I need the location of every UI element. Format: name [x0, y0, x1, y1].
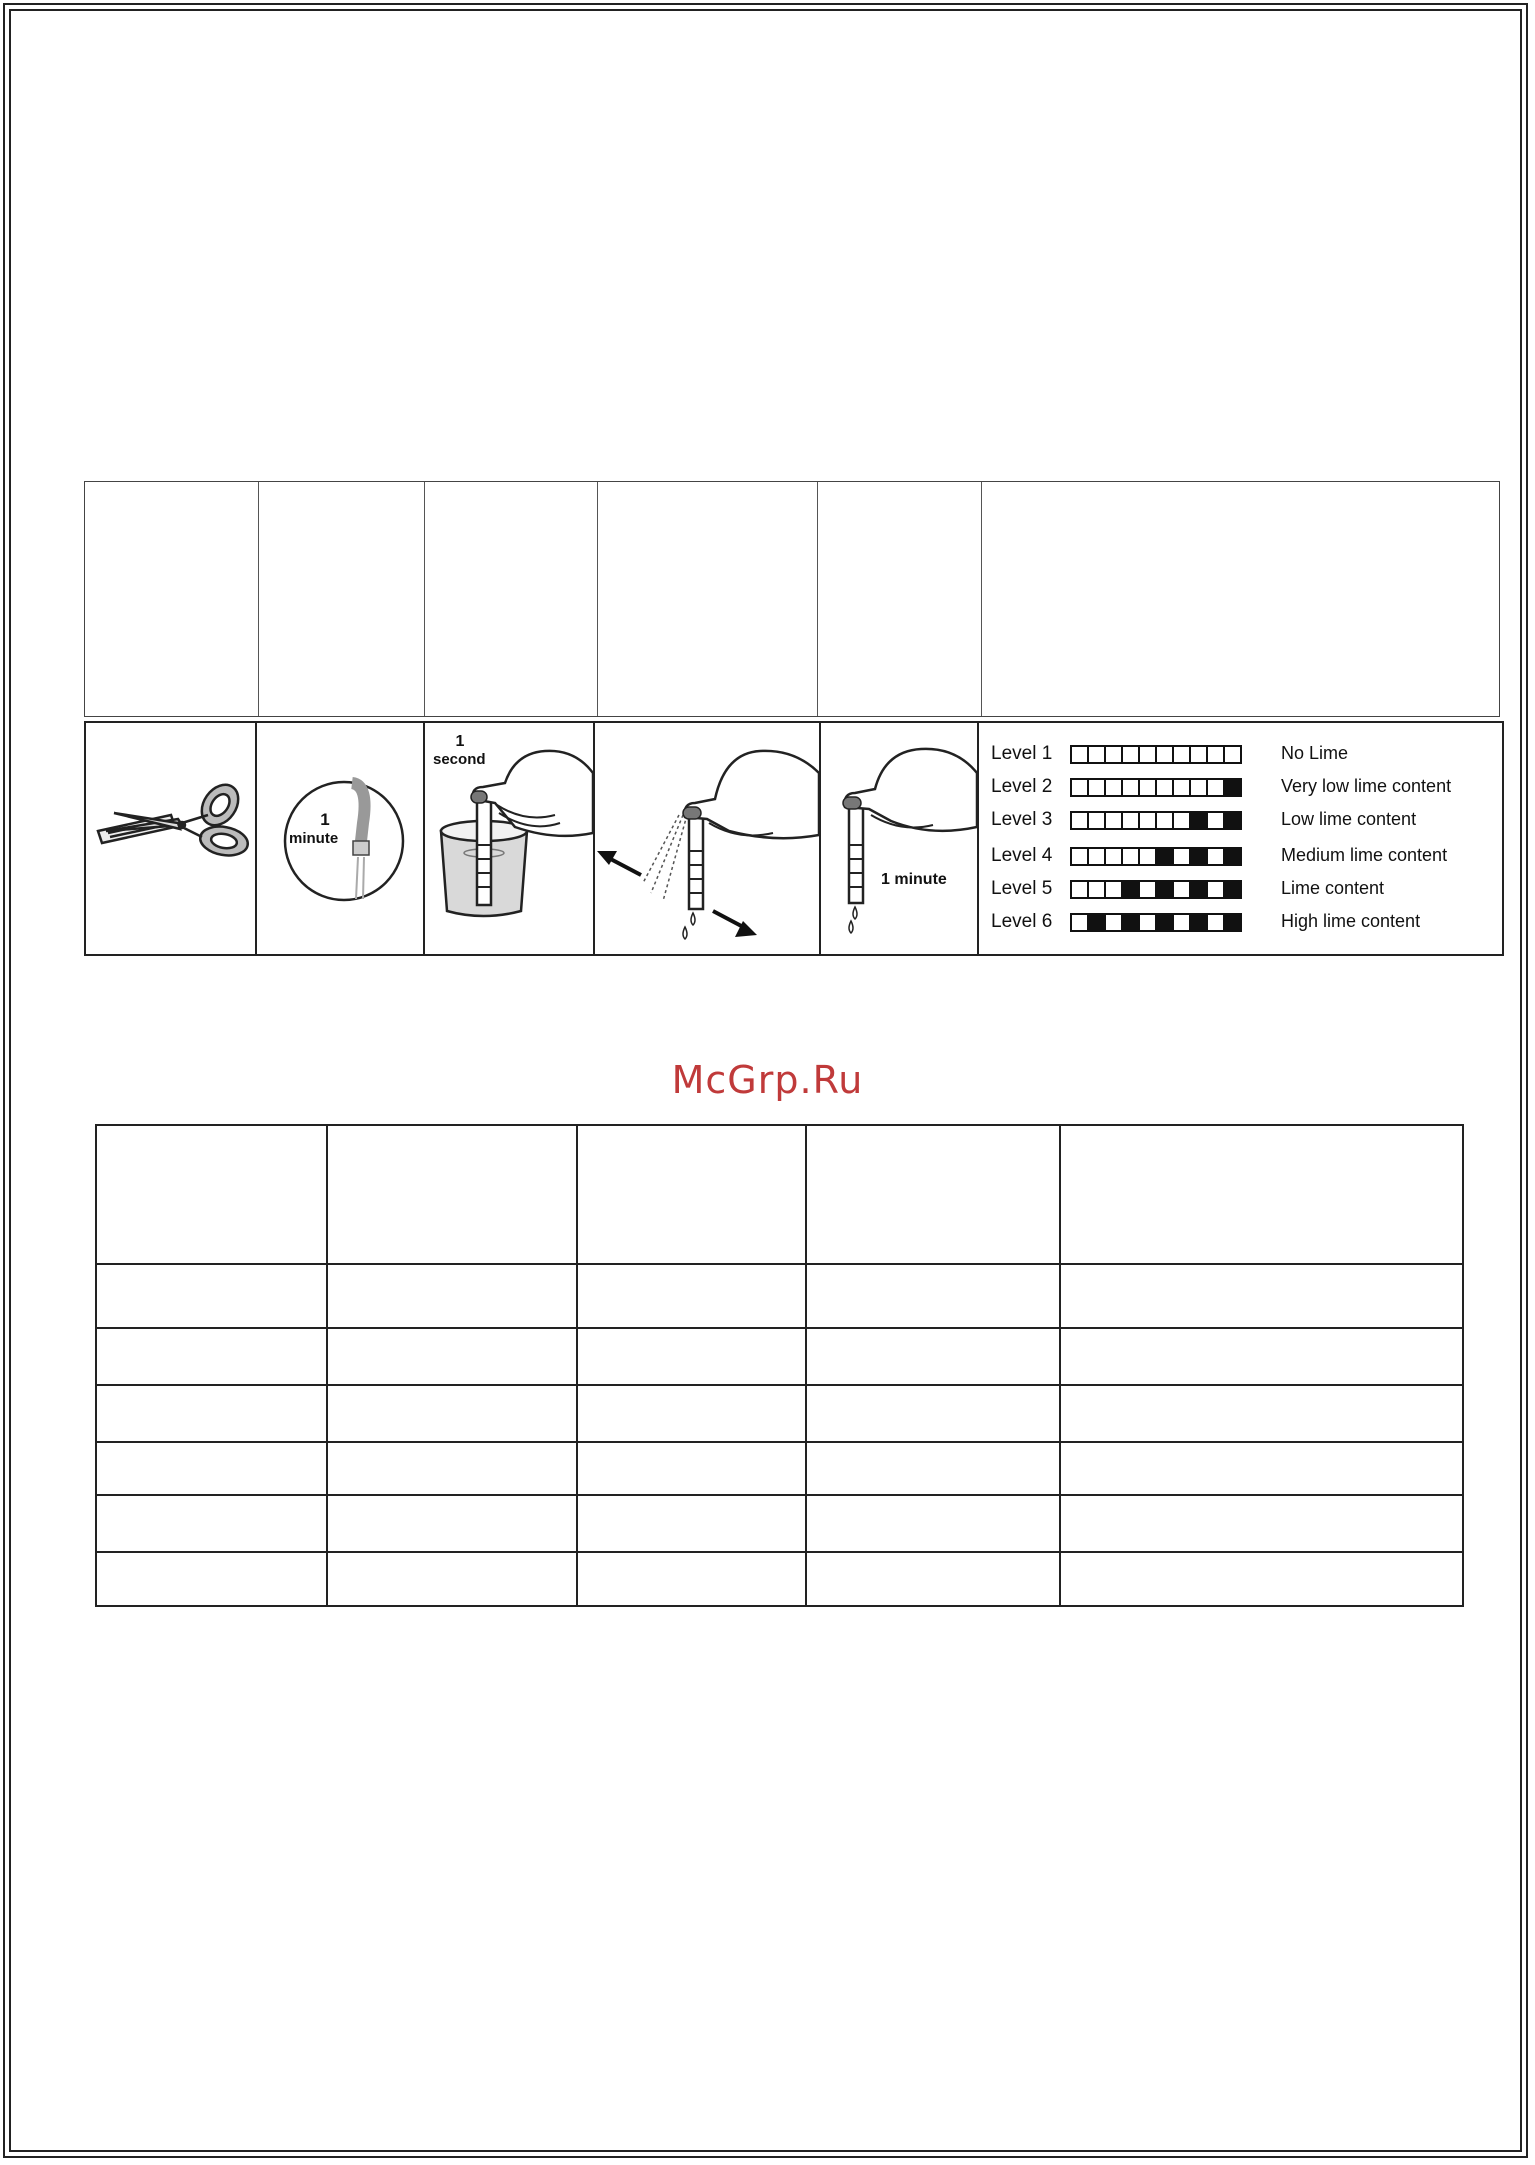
- indicator-square: [1223, 880, 1242, 899]
- tap-icon: [257, 723, 423, 954]
- hand-shaking-icon: [595, 723, 819, 954]
- upper-empty-table: [84, 481, 1500, 717]
- step2-duration-number: 1: [320, 810, 330, 829]
- lime-level-label: Level 5: [991, 878, 1053, 899]
- table-row-divider: [97, 1263, 1462, 1265]
- step5-duration: 1 minute: [881, 871, 947, 888]
- lime-level-legend: [979, 723, 1502, 954]
- table-column-divider: [326, 1126, 328, 1605]
- table-row-divider: [97, 1384, 1462, 1386]
- lime-level-label: Level 2: [991, 776, 1053, 797]
- scissors-icon: [86, 723, 255, 954]
- lime-level-description: Low lime content: [1281, 809, 1417, 829]
- lime-level-description: Medium lime content: [1281, 845, 1448, 865]
- table-column-divider: [817, 482, 818, 716]
- step3-duration-unit: second: [433, 751, 486, 768]
- table-row-divider: [97, 1494, 1462, 1496]
- lime-level-description: High lime content: [1281, 911, 1421, 931]
- table-column-divider: [258, 482, 259, 716]
- test-strip-instructions: [84, 721, 1504, 956]
- lime-level-indicator: [1070, 745, 1254, 763]
- step3-duration-number: 1: [455, 733, 465, 750]
- lime-level-label: Level 1: [991, 743, 1053, 764]
- lime-level-label: Level 3: [991, 809, 1053, 830]
- lime-level-indicator: [1070, 811, 1254, 829]
- table-row-divider: [97, 1551, 1462, 1553]
- table-column-divider: [1059, 1126, 1061, 1605]
- hand-holding-strip-icon: [821, 723, 977, 954]
- step-dip-strip: [425, 723, 593, 954]
- step-cut-packet: [86, 723, 255, 954]
- table-column-divider: [981, 482, 982, 716]
- lime-level-description: Lime content: [1281, 878, 1385, 898]
- indicator-square: [1223, 913, 1242, 932]
- table-column-divider: [597, 482, 598, 716]
- table-row-divider: [97, 1441, 1462, 1443]
- step-wait: [821, 723, 977, 954]
- watermark: McGrp.Ru: [671, 1058, 864, 1102]
- lime-level-indicator: [1070, 880, 1254, 898]
- indicator-square: [1223, 811, 1242, 830]
- lime-level-description: Very low lime content: [1281, 776, 1452, 796]
- lime-level-indicator: [1070, 778, 1254, 796]
- hand-dipping-icon: [425, 723, 593, 954]
- step-run-water: [257, 723, 423, 954]
- step2-duration-unit: minute: [289, 830, 339, 847]
- table-column-divider: [424, 482, 425, 716]
- indicator-square: [1223, 847, 1242, 866]
- step-shake-strip: [595, 723, 819, 954]
- lime-level-label: Level 4: [991, 845, 1053, 866]
- lower-empty-table: [95, 1124, 1464, 1607]
- table-column-divider: [805, 1126, 807, 1605]
- indicator-square: [1223, 745, 1242, 764]
- table-column-divider: [576, 1126, 578, 1605]
- table-row-divider: [97, 1327, 1462, 1329]
- lime-level-indicator: [1070, 847, 1254, 865]
- lime-level-description: No Lime: [1281, 743, 1349, 763]
- indicator-square: [1223, 778, 1242, 797]
- lime-level-label: Level 6: [991, 911, 1053, 932]
- lime-level-indicator: [1070, 913, 1254, 931]
